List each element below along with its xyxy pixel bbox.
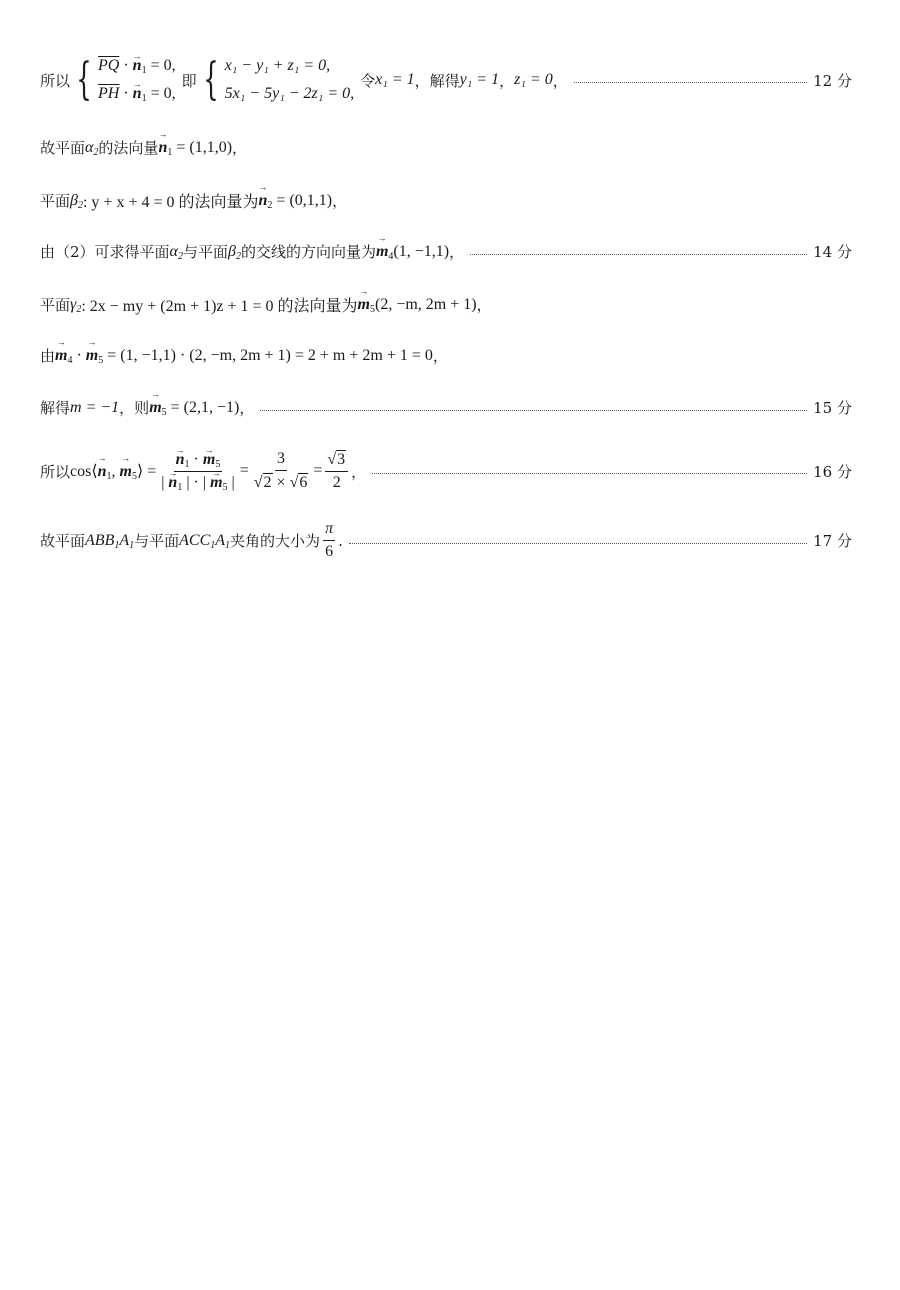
line7-text-a: 解得 (40, 399, 71, 417)
line2-text-a: 故平面 (40, 139, 86, 157)
n1-value: = (1,1,0) (176, 138, 233, 156)
coordinate-system (225, 52, 355, 108)
line9-text-c: 夹角的大小为 (230, 532, 321, 550)
m-value: m = −1 (70, 398, 120, 416)
line2-text-b: 的法向量 (98, 139, 159, 157)
solution-line-9 (40, 520, 852, 561)
line9-text-a: 故平面 (40, 532, 86, 550)
y-eq: y₁ = 1 (459, 71, 500, 88)
dot-leader (349, 542, 807, 544)
score-16: 16 分 (813, 462, 852, 481)
line3-text-b: : y + x + 4 = 0 的法向量为 (82, 194, 259, 211)
dot-product-value: = (1, −1,1) · (2, −m, 2m + 1) = 2 + m + 2m + 1 = 0 (107, 346, 433, 364)
solution-line-8: 所以 cos⟨→ $n_1$, → $m_5⟩$ = → $\frac{n_1 \cdot \to m_5}{| \to n_1 | \cdot | \to m_5 |}$ = 3 √ 2 × √ 6 = √ 3 2 ， 16 分 (40, 450, 852, 492)
line1-let: 令 (360, 71, 376, 90)
angle-den: 6 (325, 543, 334, 560)
x-eq: x₁ = 1 (375, 71, 415, 88)
plane-abb1a1: $ABB_1A_1$ (85, 531, 135, 551)
m4-value: (1, −1,1) (393, 242, 450, 260)
n2-formula: → $n_2 = (0,1,1)$ (259, 192, 333, 210)
score-14: 14 分 (813, 243, 852, 261)
z-eq: z₁ = 0 (514, 71, 553, 88)
dot-product-formula: → $m_4$ · → $m_5 = (1$, −1,1) · (2, −m, 2m + 1) = 2 + m + 2m + 1 = 0 (55, 347, 433, 365)
m5-result-value: = (2,1, −1) (170, 398, 240, 416)
line4-end: ， (449, 243, 465, 261)
line9-end: . (338, 531, 343, 550)
line6-end: ， (432, 347, 448, 365)
left-brace: { (76, 54, 92, 105)
sys1-eq2-tail: = 0, (150, 85, 176, 102)
line5-text-a: 平面 (40, 296, 71, 314)
fraction-3: √ 3 2 (325, 450, 348, 492)
dot-leader (260, 409, 807, 411)
m4-formula: → $m_4(1$, −1,1) (376, 243, 449, 261)
n2-value: = (0,1,1) (276, 191, 333, 209)
m5-formula: → $m_5(2$, −m, 2m + 1) (358, 296, 477, 314)
score-17: 17 分 (813, 532, 852, 550)
line5-text-b: : 2x − my + (2m + 1)z + 1 = 0 的法向量为 (81, 298, 358, 315)
beta2-symbol: $\beta_2$ (70, 191, 83, 211)
cos-label: cos (70, 463, 92, 480)
line4-text-a: 由（2）可求得平面 (40, 243, 170, 261)
line7-end: ， (239, 399, 255, 417)
line3-end: ， (332, 192, 348, 210)
solution-line-1 (40, 52, 852, 108)
line5-end: ， (476, 296, 492, 314)
left-brace-2: { (202, 54, 219, 105)
gamma2-symbol: $\gamma_2$ (70, 295, 82, 315)
beta2-symbol: $\beta_2$ (227, 242, 241, 262)
dot-leader (372, 472, 807, 474)
sys1-eq1-tail: = 0, (150, 57, 176, 74)
line1-mid: 即 (181, 71, 197, 90)
dot-leader (574, 81, 807, 83)
fraction-3-den: 2 (332, 474, 341, 491)
score-15: 15 分 (813, 399, 852, 417)
score-12: 12 分 (813, 71, 852, 90)
fraction-3-radicand: 3 (337, 451, 346, 468)
angle-fraction (323, 520, 335, 561)
fraction-2: 3 √ 2 × √ 6 (253, 450, 308, 491)
line6-text-a: 由 (40, 347, 56, 365)
line8-end: ， (351, 462, 367, 481)
line4-text-c: 的交线的方向向量为 (240, 243, 376, 261)
fraction-2-num: 3 (275, 450, 287, 471)
angle-num: π (323, 520, 335, 541)
m5-result: → $m_5 = (2,1$, −1) (149, 399, 239, 417)
sys2-eq2: 5x₁ − 5y₁ − 2z₁ = 0, (224, 85, 355, 102)
line4-text-b: 与平面 (182, 243, 228, 261)
alpha2-symbol: $\alpha_2$ (169, 242, 183, 262)
line2-end: ， (232, 139, 248, 157)
n1-formula: → $n_1 = (1,1,0)$ (158, 139, 232, 157)
vector-system: $\overline{PQ}$ · → $n_1 = 0$, $\overline{PH}$ · → $n_1 = 0$, (98, 52, 176, 108)
line1-solve: ，解得 (414, 71, 460, 90)
line1-end: ， (552, 71, 568, 90)
sys2-eq1: x₁ − y₁ + z₁ = 0, (224, 57, 331, 74)
solution-line-6 (40, 345, 852, 366)
line8-text-a: 所以 (40, 462, 71, 481)
fraction-1: → $\frac{n_1 \cdot \to m_5}{| \to n_1 | \cdot | \to m_5 |}$ (159, 451, 237, 492)
m5-value: (2, −m, 2m + 1) (375, 295, 477, 313)
solution-line-4 (40, 241, 852, 262)
line3-text-a: 平面 (40, 192, 71, 210)
cosine-formula: cos⟨→ $n_1$, → $m_5⟩$ = (70, 461, 156, 481)
solution-line-5 (40, 293, 852, 316)
dot-leader (470, 253, 807, 255)
line1-prefix: 所以 (40, 71, 71, 90)
line7-text-b: ，则 (119, 399, 150, 417)
solution-line-7 (40, 397, 852, 418)
plane-acc1a1: $ACC_1A_1$ (179, 531, 231, 551)
solution-line-3 (40, 189, 852, 212)
alpha2-symbol: $\alpha_2$ (85, 138, 99, 158)
line1-sep: ， (499, 71, 515, 90)
line9-text-b: 与平面 (134, 532, 180, 550)
solution-line-2 (40, 137, 852, 158)
